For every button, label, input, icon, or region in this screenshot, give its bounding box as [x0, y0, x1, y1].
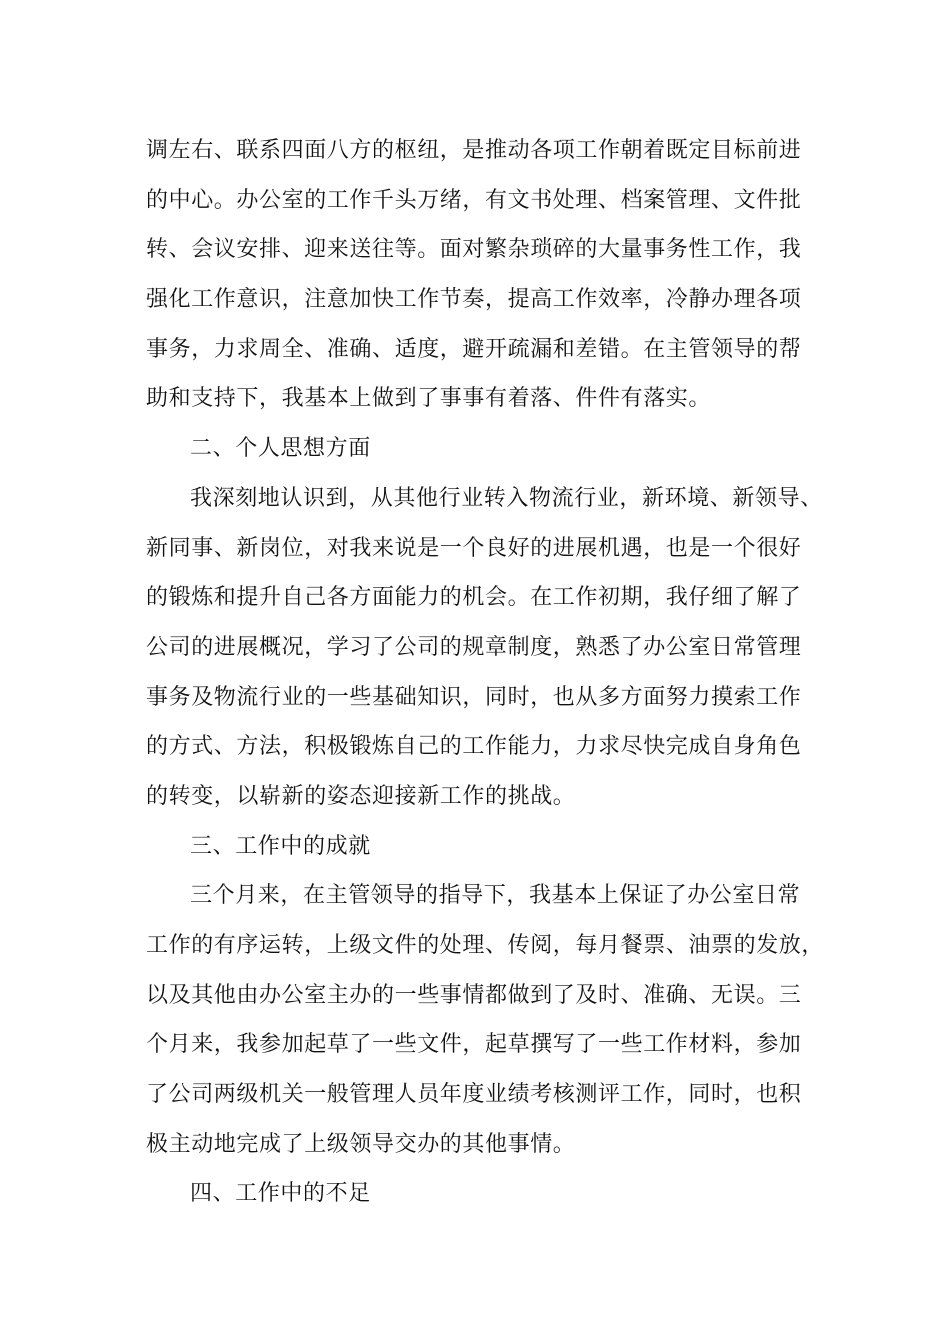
text-line: 事务及物流行业的一些基础知识，同时，也从多方面努力摸索工作 [146, 684, 802, 710]
text-line: 的方式、方法，积极锻炼自己的工作能力，力求尽快完成自身角色 [146, 734, 802, 760]
text-line: 三个月来，在主管领导的指导下，我基本上保证了办公室日常 [190, 883, 801, 909]
text-line: 我深刻地认识到，从其他行业转入物流行业，新环境、新领导、 [190, 485, 823, 511]
section-heading: 四、工作中的不足 [190, 1181, 371, 1207]
text-line: 新同事、新岗位，对我来说是一个良好的进展机遇，也是一个很好 [146, 535, 802, 561]
section-heading: 三、工作中的成就 [190, 833, 371, 859]
text-line: 的锻炼和提升自己各方面能力的机会。在工作初期，我仔细了解了 [146, 585, 802, 611]
text-line: 了公司两级机关一般管理人员年度业绩考核测评工作，同时，也积 [146, 1082, 802, 1108]
text-line: 公司的进展概况，学习了公司的规章制度，熟悉了办公室日常管理 [146, 634, 802, 660]
text-line: 助和支持下，我基本上做到了事事有着落、件件有落实。 [146, 386, 712, 412]
text-line: 以及其他由办公室主办的一些事情都做到了及时、准确、无误。三 [146, 982, 802, 1008]
text-line: 工作的有序运转，上级文件的处理、传阅，每月餐票、油票的发放， [146, 933, 825, 958]
text-line: 的转变，以崭新的姿态迎接新工作的挑战。 [146, 783, 576, 809]
text-line: 的中心。办公室的工作千头万绪，有文书处理、档案管理、文件批 [146, 187, 802, 213]
text-line: 转、会议安排、迎来送往等。面对繁杂琐碎的大量事务性工作，我 [146, 237, 802, 263]
document-body [146, 126, 826, 1219]
text-line: 个月来，我参加起草了一些文件，起草撰写了一些工作材料，参加 [146, 1032, 802, 1058]
text-line: 极主动地完成了上级领导交办的其他事情。 [146, 1131, 576, 1157]
text-line: 事务，力求周全、准确、适度，避开疏漏和差错。在主管领导的帮 [146, 336, 802, 362]
text-line: 调左右、联系四面八方的枢纽，是推动各项工作朝着既定目标前进 [146, 138, 802, 163]
text-line: 强化工作意识，注意加快工作节奏，提高工作效率，冷静办理各项 [146, 287, 802, 313]
section-heading: 二、个人思想方面 [190, 436, 371, 462]
